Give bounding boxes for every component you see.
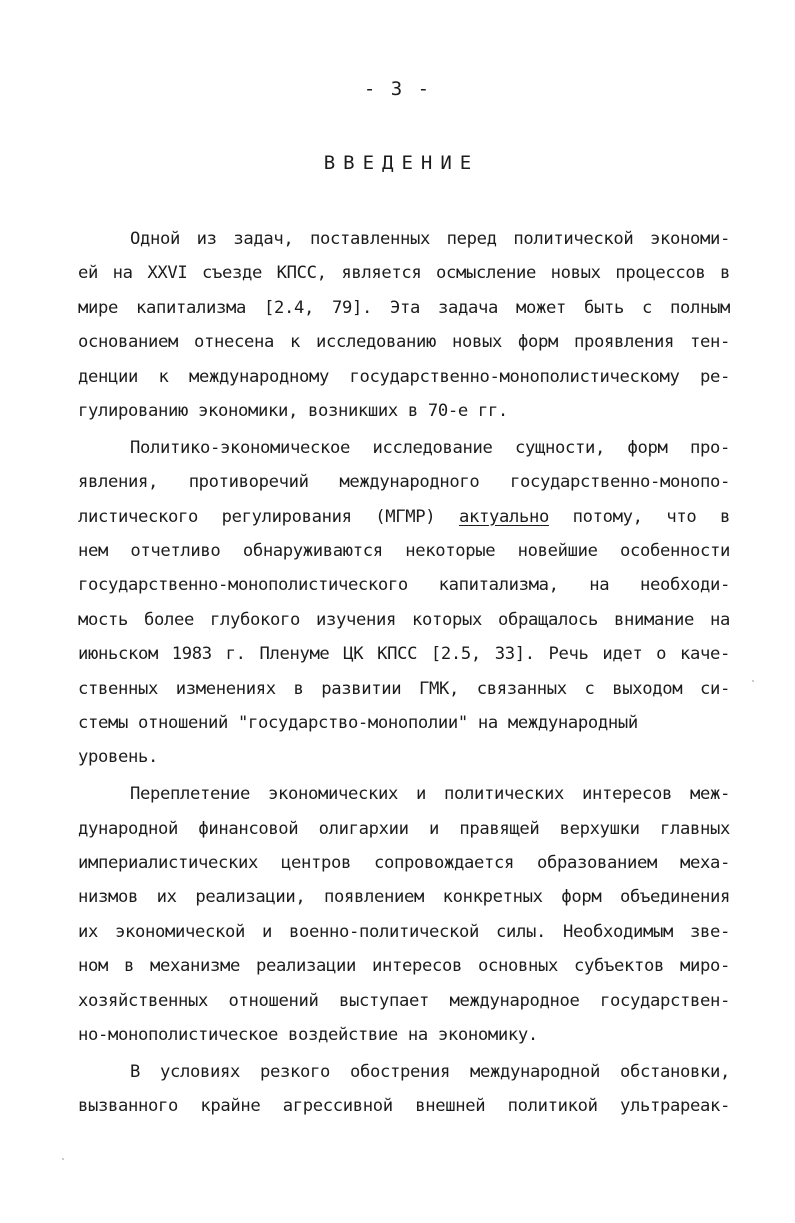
underlined-word: актуально — [458, 506, 549, 527]
body-text — [78, 222, 730, 1124]
text-line: мость более глубокого изучения которых обращалось внимание на — [78, 609, 730, 630]
text-line: нем отчетливо обнаруживаются некоторые новейшие особенности — [78, 541, 730, 562]
paragraph-1 — [78, 222, 730, 428]
text-line: уровень. — [78, 747, 158, 768]
section-heading: ВВЕДЕНИЕ — [323, 152, 480, 174]
text-line: хозяйственных отношений выступает международное государствен- — [78, 990, 730, 1011]
text-line: мире капитализма [2.4, 79]. Эта задача может быть с полным — [78, 297, 730, 318]
text-line: их экономической и военно-политической силы. Необходимым зве- — [78, 921, 730, 942]
page-number: - 3 - — [363, 78, 432, 100]
text-line: но-монополистическое воздействие на экономику. — [78, 1024, 538, 1045]
paragraph-3 — [78, 777, 730, 1052]
scan-speck — [752, 680, 754, 682]
scan-speck — [62, 1158, 64, 1160]
text-line-start: листического регулирования (МГМР) — [78, 506, 459, 527]
text-line-with-underline — [78, 500, 730, 534]
text-line: государственно-монополистического капитализма, на необходи- — [78, 575, 730, 596]
text-line: денции к международному государственно-монополистическому ре- — [78, 366, 730, 387]
text-line: гулированию экономики, возникших в 70-е гг. — [78, 400, 508, 421]
text-line: ей на XXVI съезде КПСС, является осмысление новых процессов в — [78, 263, 730, 284]
text-line: Одной из задач, поставленных перед политической экономи- — [130, 229, 730, 249]
text-line: основанием отнесена к исследованию новых форм проявления тен- — [78, 332, 730, 353]
text-line: Переплетение экономических и политических интересов меж- — [130, 784, 730, 805]
text-line: стемы отношений "государство-монополии" на международный — [78, 712, 638, 733]
text-line: В условиях резкого обострения международной обстановки, — [130, 1061, 730, 1082]
paragraph-4 — [78, 1055, 730, 1124]
text-line: дународной финансовой олигархии и правящей верхушки главных — [78, 818, 730, 839]
text-line: ном в механизме реализации интересов основных субъектов миро- — [78, 956, 730, 977]
paragraph-2 — [78, 431, 730, 775]
text-line: явления, противоречий международного государственно-монопо- — [78, 472, 730, 493]
text-line: вызванного крайне агрессивной внешней политикой ультрареак- — [78, 1096, 730, 1117]
text-line: империалистических центров сопровождается образованием меха- — [78, 853, 730, 874]
text-line: Политико-экономическое исследование сущности, форм про- — [130, 437, 730, 458]
text-line: июньском 1983 г. Пленуме ЦК КПСС [2.5, 33]. Речь идет о каче- — [78, 644, 730, 665]
text-line: низмов их реализации, появлением конкретных форм объединения — [78, 887, 730, 908]
text-line-end: потому, что в — [548, 506, 730, 527]
text-line: ственных изменениях в развитии ГМК, связанных с выходом си- — [78, 678, 730, 699]
